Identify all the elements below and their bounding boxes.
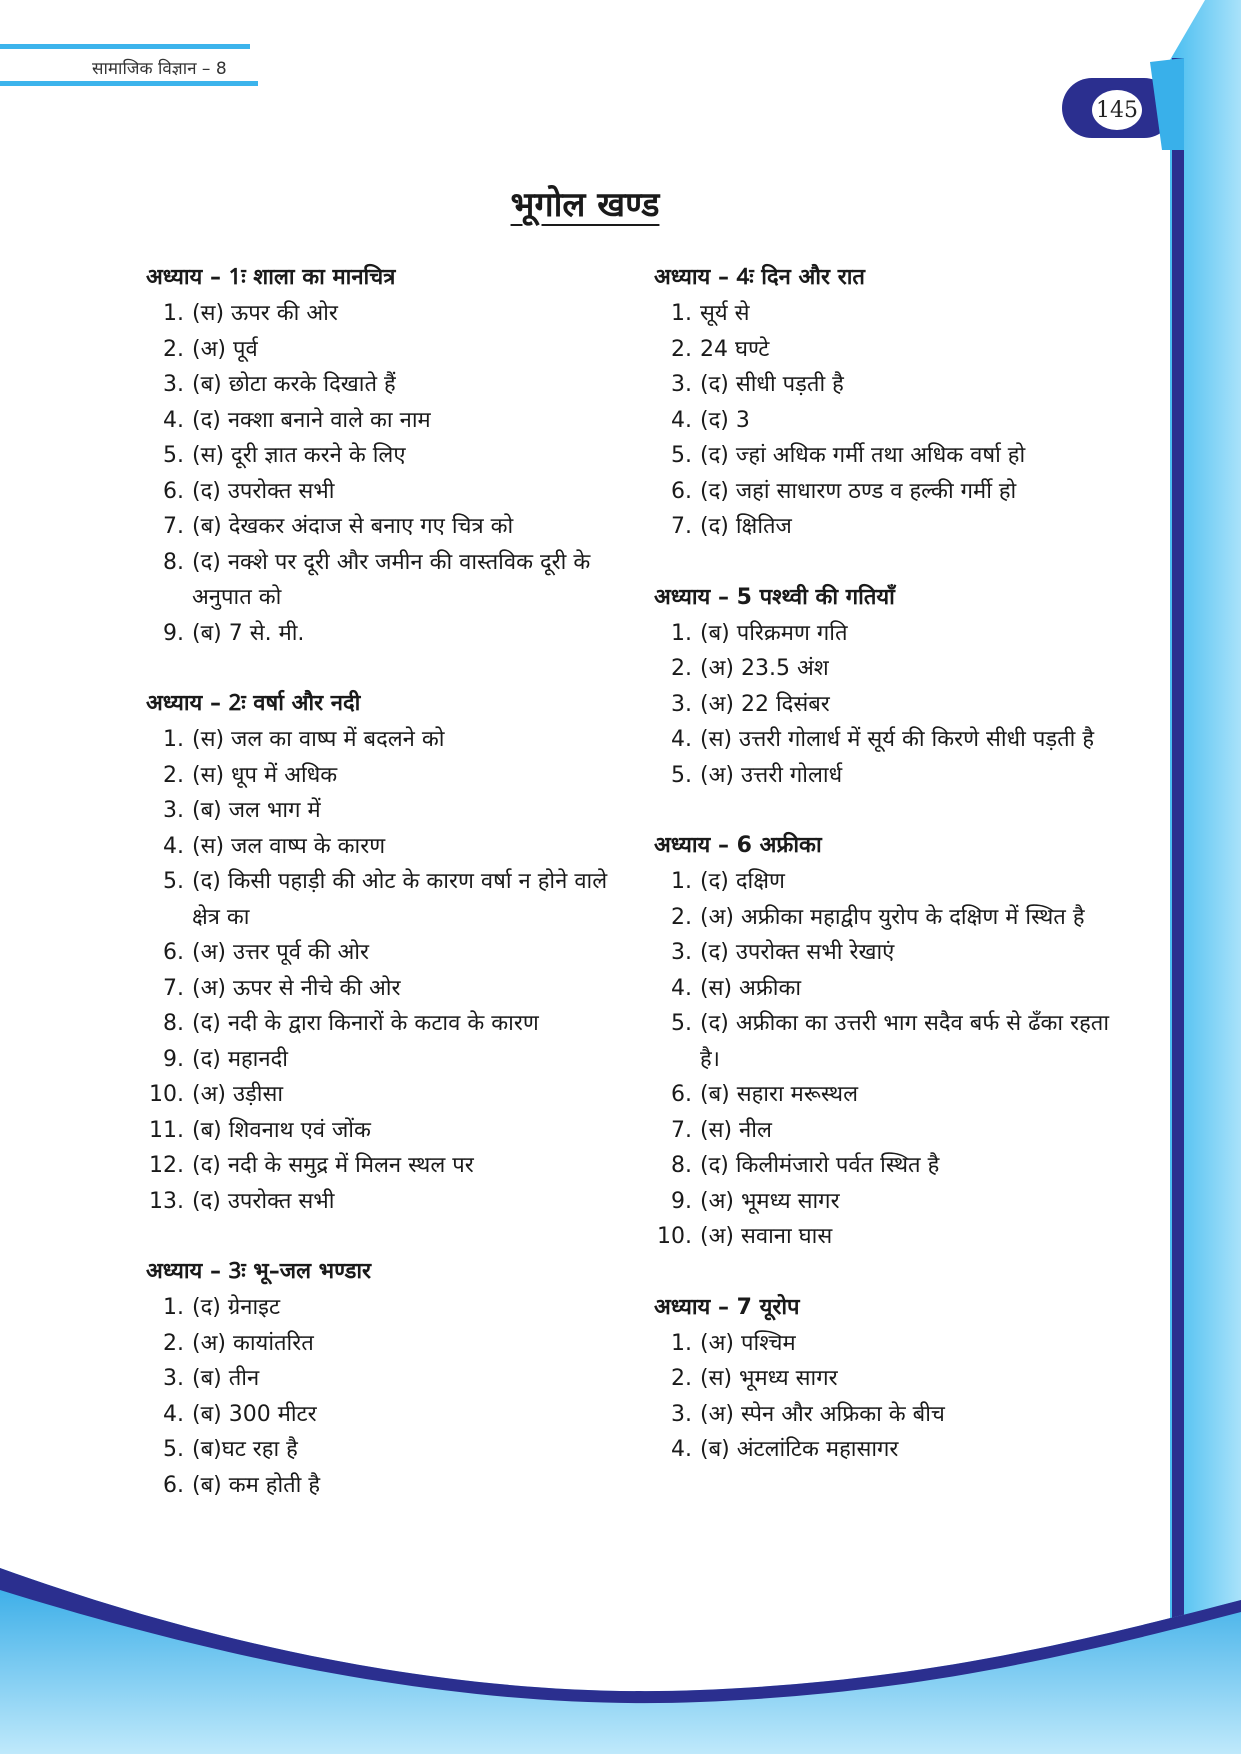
- answer-item: [146, 1042, 616, 1078]
- answer-number: 1.: [163, 727, 184, 752]
- answer-number: 7.: [671, 1117, 692, 1143]
- answer-item: [654, 900, 1124, 936]
- answer-number: 2.: [163, 336, 184, 362]
- answer-text: (द) क्षितिज: [700, 514, 792, 539]
- answer-number: 9.: [163, 620, 184, 646]
- answer-item: [654, 1113, 1124, 1149]
- answer-text: (स) दूरी ज्ञात करने के लिए: [192, 443, 406, 468]
- answer-text: 24 घण्टे: [700, 336, 770, 362]
- answer-number: 1.: [671, 301, 692, 326]
- answer-number: 11.: [149, 1117, 184, 1143]
- answer-number: 4.: [671, 727, 692, 752]
- answer-text: (ब) अंटलांटिक महासागर: [700, 1437, 899, 1462]
- answer-text: (स) धूप में अधिक: [192, 762, 338, 788]
- answer-item: [654, 758, 1124, 794]
- answer-text: (ब) परिक्रमण गति: [700, 620, 848, 646]
- right-column: [654, 260, 1124, 1503]
- answer-text: (ब) छोटा करके दिखाते हैं: [192, 372, 396, 397]
- page-title-wrap: [0, 180, 1170, 226]
- answer-item: [654, 1361, 1124, 1397]
- answer-text: (द) नदी के द्वारा किनारों के कटाव के कारण: [192, 1011, 539, 1036]
- chapter-title: अध्याय – 6 अफ्रीका: [654, 833, 822, 858]
- answer-item: [654, 1432, 1124, 1468]
- page-title: भूगोल खण्ड: [510, 185, 660, 225]
- answer-text: (ब) सहारा मरूस्थल: [700, 1082, 859, 1107]
- bottom-wave: [0, 1568, 1241, 1754]
- chapter-section: [146, 1254, 616, 1503]
- answer-text: (द) किलीमंजारो पर्वत स्थित है: [700, 1153, 940, 1178]
- answer-text: (अ) पूर्व: [192, 336, 258, 362]
- answer-number: 6.: [671, 1082, 692, 1107]
- answer-number: 10.: [149, 1082, 184, 1107]
- answer-number: 6.: [671, 478, 692, 504]
- answer-number: 1.: [163, 301, 184, 326]
- answer-text: (द) नदी के समुद्र में मिलन स्थल पर: [192, 1153, 474, 1178]
- answer-text: (ब) 300 मीटर: [192, 1401, 317, 1427]
- answer-number: 3.: [671, 940, 692, 965]
- chapter-section: [654, 828, 1124, 1255]
- answer-item: [654, 616, 1124, 652]
- answer-text: (अ) सवाना घास: [700, 1224, 833, 1249]
- answer-text: (द) दक्षिण: [700, 869, 785, 894]
- answer-item: [654, 1326, 1124, 1362]
- answer-number: 8.: [163, 1011, 184, 1036]
- answer-text: (अ) पश्चिम: [700, 1330, 796, 1356]
- answer-number: 7.: [163, 514, 184, 539]
- answer-item: [146, 758, 616, 794]
- answer-text: (द) अफ्रीका का उत्तरी भाग सदैव बर्फ से ढँका रहता है।: [700, 1011, 1110, 1072]
- answer-number: 9.: [671, 1188, 692, 1214]
- side-band-dark: [1172, 58, 1184, 1618]
- header-strip-top: [0, 44, 250, 49]
- answer-number: 9.: [163, 1046, 184, 1072]
- answer-number: 2.: [671, 904, 692, 930]
- answer-number: 2.: [163, 762, 184, 788]
- answer-text: (द) ग्रेनाइट: [192, 1295, 281, 1320]
- answer-item: [146, 1361, 616, 1397]
- answer-text: (द) 3: [700, 407, 750, 433]
- answer-item: [654, 1077, 1124, 1113]
- answer-text: (द) नक्शा बनाने वाले का नाम: [192, 407, 431, 433]
- answer-item: [146, 296, 616, 332]
- answer-text: (स) भूमध्य सागर: [700, 1366, 838, 1391]
- answer-number: 12.: [149, 1153, 184, 1178]
- chapter-title: अध्याय – 4ः दिन और रात: [654, 265, 865, 290]
- answer-text: (स) नील: [700, 1117, 772, 1143]
- answer-number: 6.: [163, 478, 184, 504]
- answer-number: 4.: [671, 407, 692, 433]
- answer-item: [146, 829, 616, 865]
- answer-text: सूर्य से: [700, 301, 750, 326]
- page-number: 145: [1090, 88, 1144, 132]
- answer-text: (स) जल का वाष्प में बदलने को: [192, 727, 445, 752]
- answer-item: [146, 1006, 616, 1042]
- answer-item: [146, 474, 616, 510]
- answer-number: 6.: [163, 940, 184, 965]
- header-strip-bottom: [0, 81, 258, 86]
- answer-number: 5.: [671, 1011, 692, 1036]
- answer-item: [146, 1397, 616, 1433]
- answer-item: [146, 616, 616, 652]
- answer-item: [146, 793, 616, 829]
- answer-item: [146, 438, 616, 474]
- answer-item: [146, 332, 616, 368]
- answer-number: 2.: [671, 656, 692, 681]
- answer-text: (द) महानदी: [192, 1046, 288, 1072]
- chapter-section: [654, 260, 1124, 545]
- answer-text: (ब) जल भाग में: [192, 798, 321, 823]
- answer-number: 5.: [671, 762, 692, 788]
- answer-text: (अ) 22 दिसंबर: [700, 691, 830, 717]
- answer-item: [146, 1113, 616, 1149]
- answer-number: 3.: [163, 372, 184, 397]
- answer-item: [654, 722, 1124, 758]
- answer-number: 5.: [671, 443, 692, 468]
- answer-item: [654, 1148, 1124, 1184]
- answer-item: [146, 722, 616, 758]
- answer-text: (स) ऊपर की ओर: [192, 301, 338, 326]
- answer-text: (द) जहां साधारण ठण्ड व हल्की गर्मी हो: [700, 478, 1017, 504]
- answer-number: 1.: [163, 1295, 184, 1320]
- answer-item: [654, 935, 1124, 971]
- answer-item: [654, 438, 1124, 474]
- answer-item: [654, 864, 1124, 900]
- answer-text: (द) नक्शे पर दूरी और जमीन की वास्तविक दूरी के अनुपात को: [192, 549, 591, 610]
- answer-number: 4.: [671, 1437, 692, 1462]
- answer-text: (अ) उत्तरी गोलार्ध: [700, 762, 843, 788]
- answer-number: 7.: [163, 975, 184, 1001]
- chapter-title: अध्याय – 5 पश्थ्वी की गतियाँ: [654, 584, 895, 610]
- answer-text: (ब)घट रहा है: [192, 1437, 298, 1462]
- answer-text: (द) उपरोक्त सभी रेखाएं: [700, 940, 895, 965]
- answer-text: (स) जल वाष्प के कारण: [192, 833, 386, 859]
- chapter-title: अध्याय – 2ः वर्षा और नदी: [146, 691, 361, 716]
- answer-number: 8.: [671, 1153, 692, 1178]
- answer-number: 10.: [657, 1224, 692, 1249]
- answer-number: 4.: [163, 1401, 184, 1427]
- answer-text: (ब) देखकर अंदाज से बनाए गए चित्र को: [192, 514, 514, 539]
- answer-item: [654, 1219, 1124, 1255]
- chapter-section: [146, 260, 616, 651]
- answer-item: [146, 509, 616, 545]
- answer-item: [654, 367, 1124, 403]
- answer-item: [146, 971, 616, 1007]
- answer-number: 4.: [163, 833, 184, 859]
- answer-text: (द) उपरोक्त सभी: [192, 1188, 335, 1214]
- answer-text: (ब) तीन: [192, 1366, 260, 1391]
- answer-item: [146, 935, 616, 971]
- answer-text: (स) अफ्रीका: [700, 975, 802, 1001]
- answer-item: [146, 864, 616, 935]
- chapter-title: अध्याय – 7 यूरोप: [654, 1294, 800, 1320]
- answer-text: (अ) अफ्रीका महाद्वीप युरोप के दक्षिण में स्थित है: [700, 904, 1085, 930]
- answer-number: 5.: [163, 1437, 184, 1462]
- answer-number: 3.: [671, 1401, 692, 1427]
- answer-item: [146, 403, 616, 439]
- answer-text: (स) उत्तरी गोलार्ध में सूर्य की किरणे सीधी पड़ती है: [700, 727, 1095, 752]
- chapter-title: अध्याय – 3ः भू–जल भण्डार: [146, 1259, 372, 1284]
- answer-text: (द) सीधी पड़ती है: [700, 372, 844, 397]
- answer-text: (अ) स्पेन और अफ्रिका के बीच: [700, 1401, 945, 1427]
- answer-item: [146, 1326, 616, 1362]
- answer-text: (अ) उड़ीसा: [192, 1082, 284, 1107]
- answer-item: [654, 1397, 1124, 1433]
- answer-item: [146, 1184, 616, 1220]
- chapter-section: [654, 580, 1124, 794]
- answer-number: 2.: [671, 1366, 692, 1391]
- answer-item: [654, 403, 1124, 439]
- answer-number: 4.: [671, 975, 692, 1001]
- answer-number: 5.: [163, 869, 184, 894]
- answer-item: [654, 971, 1124, 1007]
- answer-item: [654, 332, 1124, 368]
- answer-number: 5.: [163, 443, 184, 468]
- answer-number: 3.: [671, 691, 692, 717]
- answer-item: [654, 687, 1124, 723]
- chapter-section: [146, 686, 616, 1219]
- running-header: सामाजिक विज्ञान – 8: [92, 59, 227, 79]
- answer-text: (ब) शिवनाथ एवं जोंक: [192, 1117, 371, 1143]
- answer-number: 6.: [163, 1472, 184, 1498]
- answer-item: [146, 1148, 616, 1184]
- answer-number: 2.: [671, 336, 692, 362]
- answer-number: 3.: [163, 1366, 184, 1391]
- answer-item: [654, 296, 1124, 332]
- answer-number: 1.: [671, 1330, 692, 1356]
- answer-item: [146, 1432, 616, 1468]
- answer-number: 1.: [671, 620, 692, 646]
- answer-number: 3.: [163, 798, 184, 823]
- answer-number: 2.: [163, 1330, 184, 1356]
- answer-text: (ब) कम होती है: [192, 1472, 321, 1498]
- answer-text: (अ) भूमध्य सागर: [700, 1188, 840, 1214]
- answer-number: 4.: [163, 407, 184, 433]
- answer-text: (अ) ऊपर से नीचे की ओर: [192, 975, 401, 1001]
- answer-item: [146, 1290, 616, 1326]
- answer-text: (ब) 7 से. मी.: [192, 620, 305, 646]
- answer-number: 13.: [149, 1188, 184, 1214]
- answer-item: [654, 651, 1124, 687]
- answer-item: [146, 1077, 616, 1113]
- answer-item: [146, 545, 616, 616]
- answer-text: (अ) 23.5 अंश: [700, 656, 829, 681]
- left-column: [146, 260, 616, 1538]
- answer-item: [654, 1184, 1124, 1220]
- answer-number: 1.: [671, 869, 692, 894]
- answer-text: (द) ज्हां अधिक गर्मी तथा अधिक वर्षा हो: [700, 443, 1026, 468]
- answer-item: [654, 509, 1124, 545]
- answer-number: 8.: [163, 549, 184, 575]
- answer-text: (द) उपरोक्त सभी: [192, 478, 335, 504]
- answer-item: [654, 474, 1124, 510]
- answer-item: [654, 1006, 1124, 1077]
- answer-item: [146, 367, 616, 403]
- answer-number: 3.: [671, 372, 692, 397]
- chapter-section: [654, 1290, 1124, 1468]
- answer-text: (द) किसी पहाड़ी की ओट के कारण वर्षा न होने वाले क्षेत्र का: [192, 869, 608, 930]
- answer-text: (अ) उत्तर पूर्व की ओर: [192, 940, 370, 965]
- chapter-title: अध्याय – 1ः शाला का मानचित्र: [146, 265, 396, 290]
- answer-text: (अ) कायांतरित: [192, 1330, 314, 1356]
- answer-number: 7.: [671, 514, 692, 539]
- answer-item: [146, 1468, 616, 1504]
